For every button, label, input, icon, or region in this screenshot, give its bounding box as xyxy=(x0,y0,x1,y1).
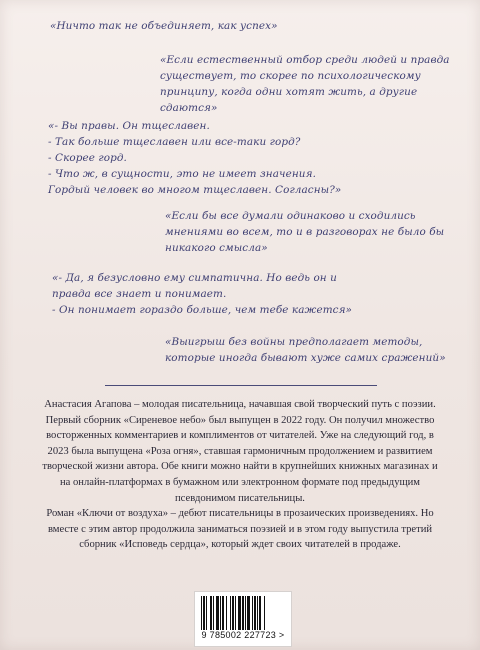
barcode-bar xyxy=(259,596,261,630)
barcode-bar xyxy=(230,596,231,630)
barcode-bar xyxy=(203,596,205,630)
quote-3-dialogue: «- Вы правы. Он тщеславен. - Так больше тщеславен или все-таки горд? - Скорее горд. - Что ж, в сущности, это не имеет значения. Гордый человек во многом тщеславен. Согласны?» xyxy=(48,120,342,196)
quote-6: «Выигрыш без войны предполагает методы, которые иногда бывают хуже самих сражений» xyxy=(165,336,446,364)
barcode-bar xyxy=(238,596,241,630)
section-divider xyxy=(105,385,377,386)
barcode-bar xyxy=(247,596,250,630)
barcode-bar xyxy=(242,596,244,630)
barcode-bars xyxy=(201,596,285,630)
isbn-number: 9 785002 227723 > xyxy=(201,630,285,640)
quote-2: «Если естественный отбор среди людей и правда существует, то скорее по психологическому принципу, когда одни хотят жить, а другие сдаются» xyxy=(160,54,450,114)
quote-1: «Ничто так не объединяет, как успех» xyxy=(50,20,278,32)
quote-4: «Если бы все думали одинаково и сходились мнениями во всем, то и в разговорах не было бы никакого смысла» xyxy=(165,210,445,254)
barcode-bar xyxy=(216,596,219,630)
barcode-bar xyxy=(235,596,236,630)
barcode-bar xyxy=(232,596,234,630)
quote-5-dialogue: «- Да, я безусловно ему симпатична. Но ведь он и правда все знает и понимает. - Он понимает гораздо больше, чем тебе кажется» xyxy=(52,272,353,316)
barcode-bar xyxy=(226,596,227,630)
author-bio-paragraph-2: Роман «Ключи от воздуха» – дебют писательницы в прозаических произведениях. Но вместе с этим автор продолжила заниматься поэзией и в этом году выпустила третий сборник «Исповедь сердца», который ждет своих читателей в продаже. xyxy=(46,508,434,551)
barcode xyxy=(194,591,292,647)
barcode-bar xyxy=(257,596,258,630)
author-bio-paragraph-1: Анастасия Агапова – молодая писательница, начавшая свой творческий путь с поэзии. Первый сборник «Сиреневое небо» был выпущен в 2022 году. Он получил множество восторженных комментариев и комплиментов от читателей. Уже на следующий год, в 2023 была выпущена «Роза огня», ставшая гармоничным продолжением и развитием творческой жизни автора. Обе книги можно найти в крупнейших книжных магазинах и на онлайн-платформах в бумажном или электронном формате под предыдущим псевдонимом писательницы. xyxy=(42,399,438,504)
barcode-bar xyxy=(213,596,214,630)
barcode-bar xyxy=(222,596,224,630)
author-bio xyxy=(36,397,444,553)
barcode-bar xyxy=(245,596,246,630)
barcode-bar xyxy=(220,596,221,630)
barcode-bar xyxy=(264,596,265,630)
barcode-bar xyxy=(254,596,256,630)
barcode-bar xyxy=(252,596,253,630)
barcode-bar xyxy=(210,596,212,630)
barcode-bar xyxy=(201,596,202,630)
barcode-bar xyxy=(206,596,207,630)
